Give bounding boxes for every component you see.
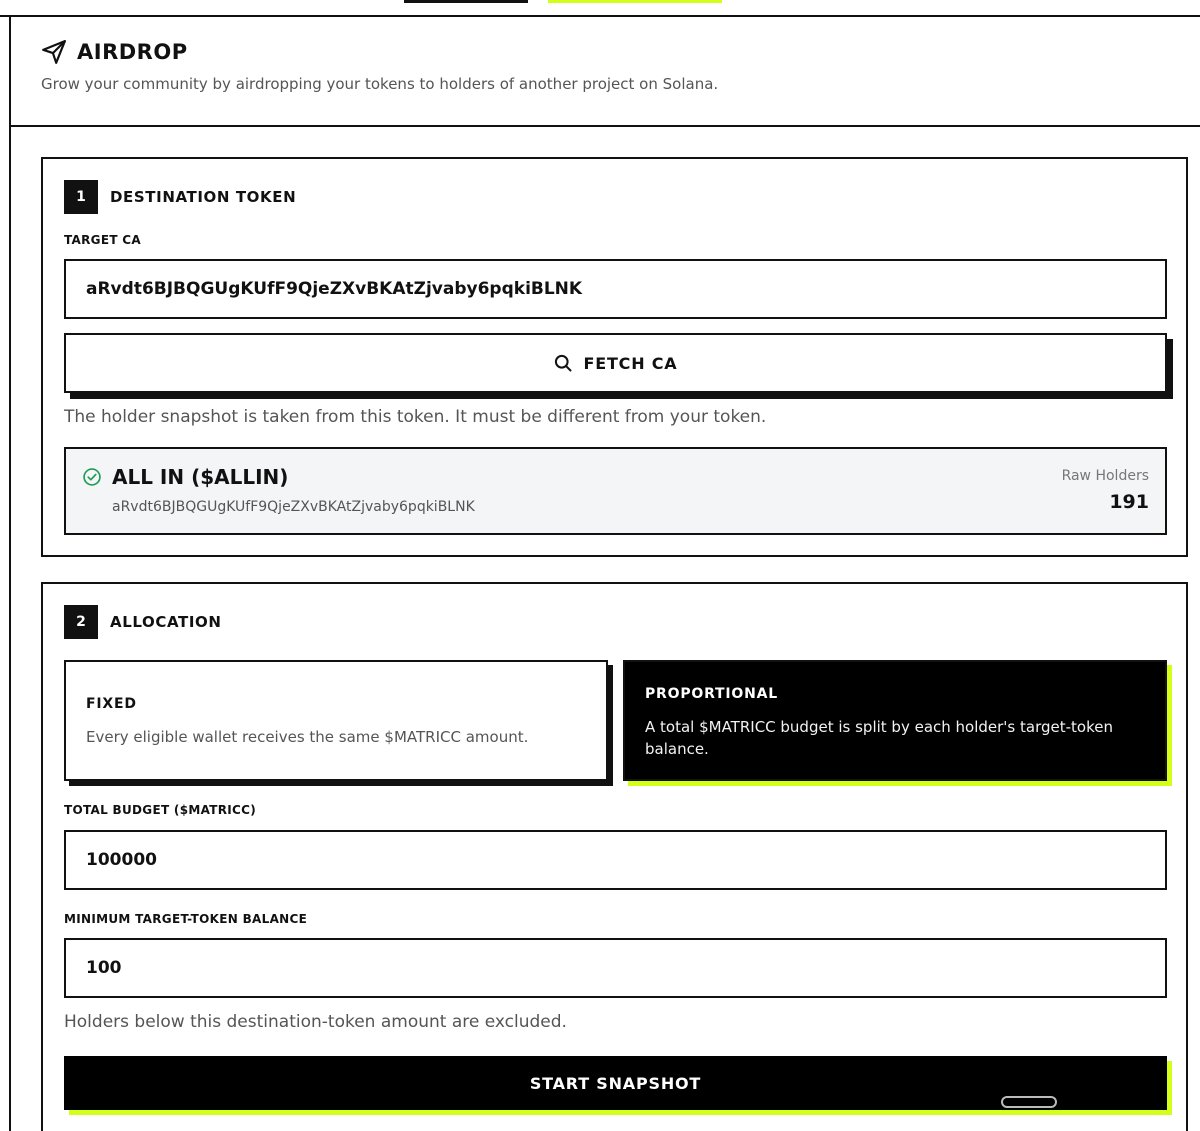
check-circle-icon [82, 467, 102, 487]
total-budget-label: TOTAL BUDGET ($MATRICC) [64, 803, 257, 817]
page-header [11, 17, 1200, 127]
token-result-box [64, 447, 1167, 535]
step-title: ALLOCATION [110, 613, 222, 631]
left-divider [9, 15, 11, 1131]
token-ca: aRvdt6BJBQGUgKUfF9QjeZXvBKAtZjvaby6pqkiBLNK [112, 499, 475, 515]
total-budget-input[interactable] [64, 830, 1167, 890]
page-subtitle: Grow your community by airdropping your tokens to holders of another project on Solana. [41, 75, 719, 93]
paper-plane-icon [41, 39, 67, 65]
minimum-balance-label: MINIMUM TARGET-TOKEN BALANCE [64, 912, 308, 926]
start-snapshot-label: START SNAPSHOT [529, 1073, 702, 1093]
destination-token-card [41, 157, 1188, 557]
step-number-badge: 1 [64, 180, 98, 214]
step-number-badge: 2 [64, 605, 98, 639]
target-ca-label: TARGET CA [64, 233, 141, 247]
allocation-option-proportional[interactable] [623, 660, 1167, 781]
minimum-balance-helper: Holders below this destination-token amount are excluded. [64, 1012, 567, 1032]
fetch-ca-label: FETCH CA [583, 353, 678, 373]
option-title: FIXED [86, 696, 137, 712]
minimum-balance-input[interactable] [64, 938, 1167, 998]
option-description: Every eligible wallet receives the same $MATRICC amount. [86, 728, 529, 746]
allocation-option-fixed[interactable] [64, 660, 608, 781]
top-tab-indicator[interactable] [404, 0, 528, 3]
raw-holders-label: Raw Holders [1061, 468, 1149, 484]
fetch-ca-button[interactable] [64, 333, 1167, 393]
scroll-handle[interactable] [1001, 1096, 1057, 1108]
step-header-allocation [64, 605, 222, 639]
header-title-row [41, 39, 188, 65]
top-tab-active-indicator[interactable] [548, 0, 722, 3]
step-title: DESTINATION TOKEN [110, 188, 297, 206]
start-snapshot-button[interactable] [64, 1056, 1167, 1110]
option-title: PROPORTIONAL [645, 686, 778, 702]
search-icon [553, 353, 573, 373]
page-title: AIRDROP [77, 40, 188, 64]
destination-helper-text: The holder snapshot is taken from this token. It must be different from your token. [64, 407, 767, 427]
target-ca-input[interactable] [64, 259, 1167, 319]
step-header-destination [64, 180, 296, 214]
option-description: A total $MATRICC budget is split by each holder's target-token balance. [645, 718, 1113, 758]
token-name: ALL IN ($ALLIN) [112, 465, 289, 489]
allocation-card [41, 582, 1188, 1131]
raw-holders-value: 191 [1109, 491, 1149, 513]
